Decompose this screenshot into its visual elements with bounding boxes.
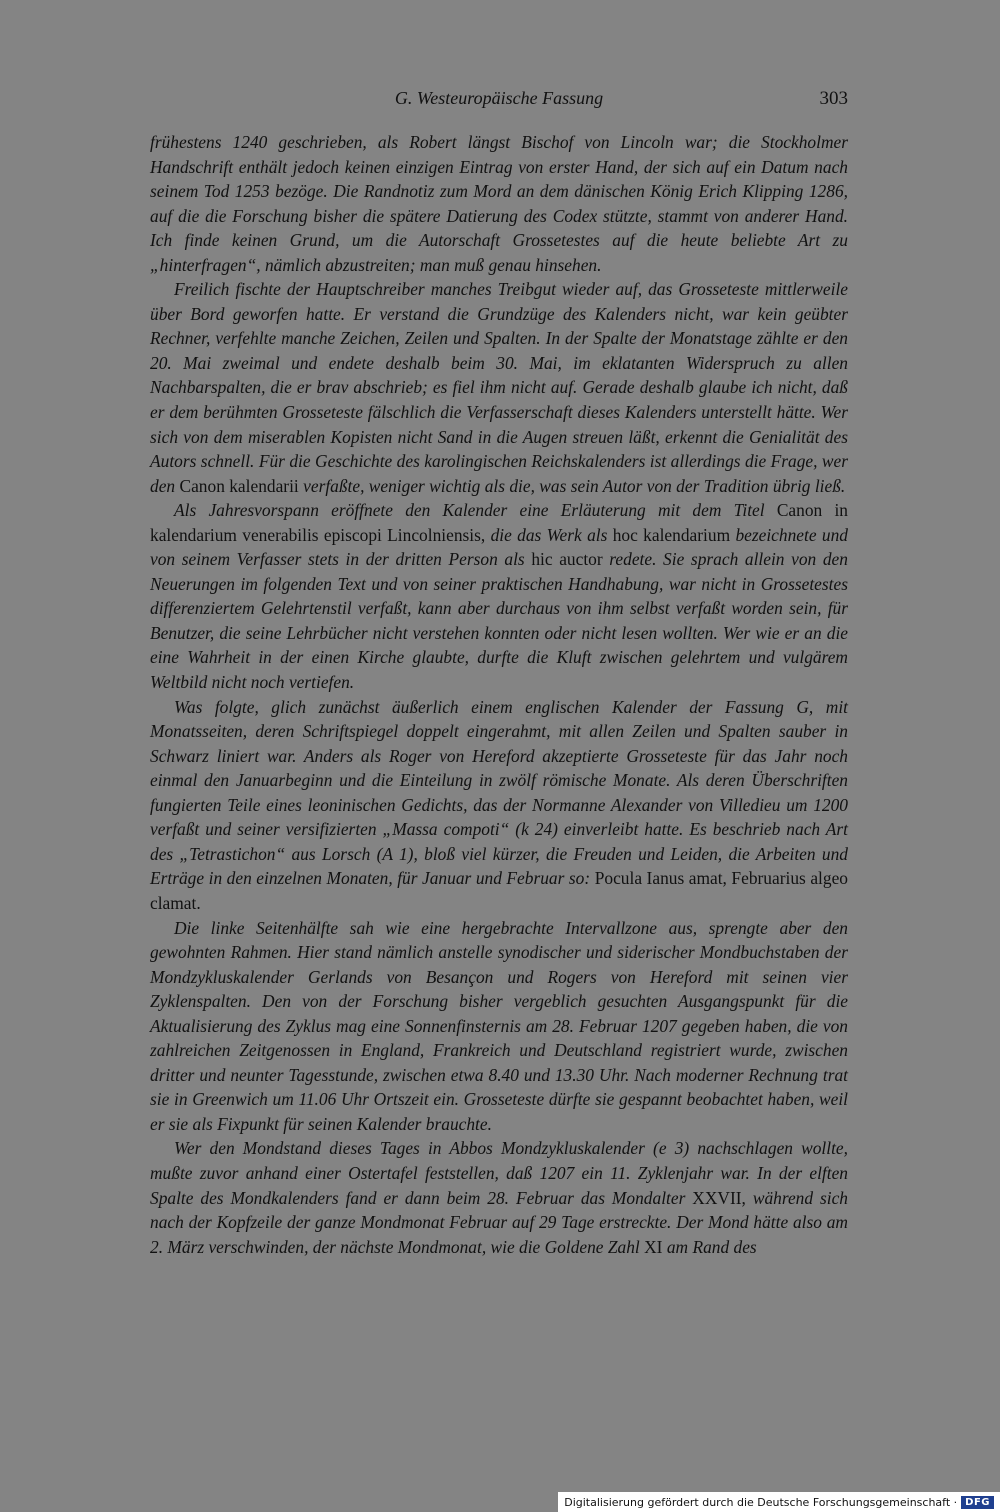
paragraph-4-text-a: Was folgte, glich zunächst äußerlich einem englischen Kalender der Fassung G, mit Monatsseiten, deren Schriftspiegel doppelt eingerahmt, mit allen Zeilen und Spalten sauber in Schwarz liniert war. Anders als Roger von Hereford akzeptierte Grosseteste für das Jahr noch einmal den Januarbeginn und die Einteilung in zwölf römische Monate. Als deren Überschriften fungierten Teile eines leoninischen Gedichts, das der Normanne Alexander von Villedieu um 1200 verfaßt und seiner versifizierten „Massa compoti“ (k 24) einverleibt hatte. Es beschrieb nach Art des „Tetrastichon“ aus Lorsch (A 1), bloß viel kürzer, die Freuden und Leiden, die Arbeiten und Erträge in den einzelnen Monaten, für Januar und Februar so:	[150, 696, 848, 889]
paragraph-6-text-a: Wer den Mondstand dieses Tages in Abbos Mondzykluskalender (e 3) nachschlagen wollte, mußte zuvor anhand einer Ostertafel feststellen, daß 1207 ein 11. Zyklenjahr war. In der elften Spalte des Mondkalenders fand er dann beim 28. Februar das Mondalter	[150, 1138, 848, 1208]
latin-quote: hoc kalendarium	[612, 524, 731, 545]
funding-text: Digitalisierung gefördert durch die Deutsche Forschungsgemeinschaft ·	[564, 1495, 958, 1509]
paragraph-3-text-b: die das Werk als	[490, 524, 608, 545]
paragraph-4	[150, 695, 848, 916]
paragraph-5-text: Die linke Seitenhälfte sah wie eine hergebrachte Intervallzone aus, sprengte aber den gewohnten Rahmen. Hier stand nämlich anstelle synodischer und siderischer Mondbuchstaben der Mondzykluskalender Gerlands von Besançon und Rogers von Hereford mit seinen vier Zyklenspalten. Den von der Forschung bisher vergeblich gesuchten Ausgangspunkt für die Aktualisierung des Zyklus mag eine Sonnenfinsternis am 28. Februar 1207 gegeben haben, die von zahlreichen Zeitgenossen in England, Frankreich und Deutschland registriert wurde, zwischen dritter und neunter Tagesstunde, zwischen etwa 8.40 und 13.30 Uhr. Nach moderner Rechnung trat sie in Greenwich um 11.06 Uhr Ortszeit ein. Grosseteste dürfte sie gespannt beobachtet haben, weil er sie als Fixpunkt für seinen Kalender brauchte.	[150, 917, 848, 1134]
paragraph-6-text-c: am Rand des	[666, 1236, 757, 1257]
paragraph-6-text-b: während sich nach der Kopfzeile der ganze Mondmonat Februar auf 29 Tage erstreckte. Der Mond hätte also am 2. März verschwinden, der nächste Mondmonat, wie die Goldene Zahl	[150, 1187, 849, 1257]
paragraph-1	[150, 130, 848, 277]
paragraph-6	[150, 1136, 848, 1259]
roman-numeral: XXVII,	[692, 1187, 746, 1208]
latin-quote: Canon kalendarii	[179, 475, 299, 496]
paragraph-2-text-b: verfaßte, weniger wichtig als die, was sein Autor von der Tradition übrig ließ.	[303, 475, 846, 496]
page-number: 303	[819, 88, 848, 109]
paragraph-2-text-a: Freilich fischte der Hauptschreiber manches Treibgut wieder auf, das Grosseteste mittlerweile über Bord geworfen hatte. Er verstand die Grundzüge des Kalenders nicht, war kein geübter Rechner, verfehlte manche Zeichen, Zeilen und Spalten. In der Spalte der Monatstage zählte er den 20. Mai zweimal und endete deshalb beim 30. Mai, im eklatanten Widerspruch zu allen Nachbarspalten, die er brav abschrieb; es fiel ihm nicht auf. Gerade deshalb glaube ich nicht, daß er dem berühmten Grosseteste fälschlich die Verfasserschaft dieses Kalenders unterstellt hätte. Wer sich von dem miserablen Kopisten nicht Sand in die Augen streuen läßt, erkennt die Genialität des Autors schnell. Für die Geschichte des karolingischen Reichskalenders ist allerdings die Frage, wer den	[150, 279, 848, 496]
roman-numeral: XI	[644, 1236, 663, 1257]
paragraph-3-text-c: bezeichnete und von seinem Verfasser stets in der dritten Person als	[150, 524, 848, 570]
running-head	[150, 88, 848, 112]
paragraph-1-text: frühestens 1240 geschrieben, als Robert längst Bischof von Lincoln war; die Stockholmer Handschrift enthält jedoch keinen einzigen Eintrag von erster Hand, der sich auf ein Datum nach seinem Tod 1253 bezöge. Die Randnotiz zum Mord an dem dänischen König Erich Klipping 1286, auf die die Forschung bisher die spätere Datierung des Codex stützte, stammt von anderer Hand. Ich finde keinen Grund, um die Autorschaft Grossetestes auf die heute beliebte Art zu „hinterfragen“, nämlich abzustreiten; man muß genau hinsehen.	[150, 132, 848, 275]
paragraph-2	[150, 277, 848, 498]
running-title: G. Westeuropäische Fassung	[394, 88, 604, 108]
latin-quote: Pocula Ianus amat, Februarius algeo clamat.	[150, 868, 848, 913]
paragraph-5	[150, 916, 848, 1137]
paragraph-3	[150, 498, 848, 694]
body-text	[150, 130, 848, 1259]
paragraph-3-text-d: redete. Sie sprach allein von den Neuerungen im folgenden Text und von seiner praktischen Handhabung, war nicht in Grossetestes differenziertem Gelehrtenstil verfaßt, kann aber durchaus von ihm selbst verfaßt worden sein, für Benutzer, die seine Lehrbücher nicht verstehen konnten oder nicht lesen wollten. Wer wie er an die eine Wahrheit in der einen Kirche glaubte, durfte die Kluft zwischen gelehrtem und vulgärem Weltbild nicht noch vertiefen.	[150, 549, 848, 693]
latin-quote: Canon in kalendarium venerabilis episcopi Lincolniensis,	[150, 500, 848, 545]
dfg-logo: DFG	[961, 1496, 994, 1509]
paragraph-3-text-a: Als Jahresvorspann eröffnete den Kalender eine Erläuterung mit dem Titel	[174, 500, 765, 521]
latin-quote: hic auctor	[531, 549, 603, 570]
funding-footer	[558, 1492, 1000, 1512]
